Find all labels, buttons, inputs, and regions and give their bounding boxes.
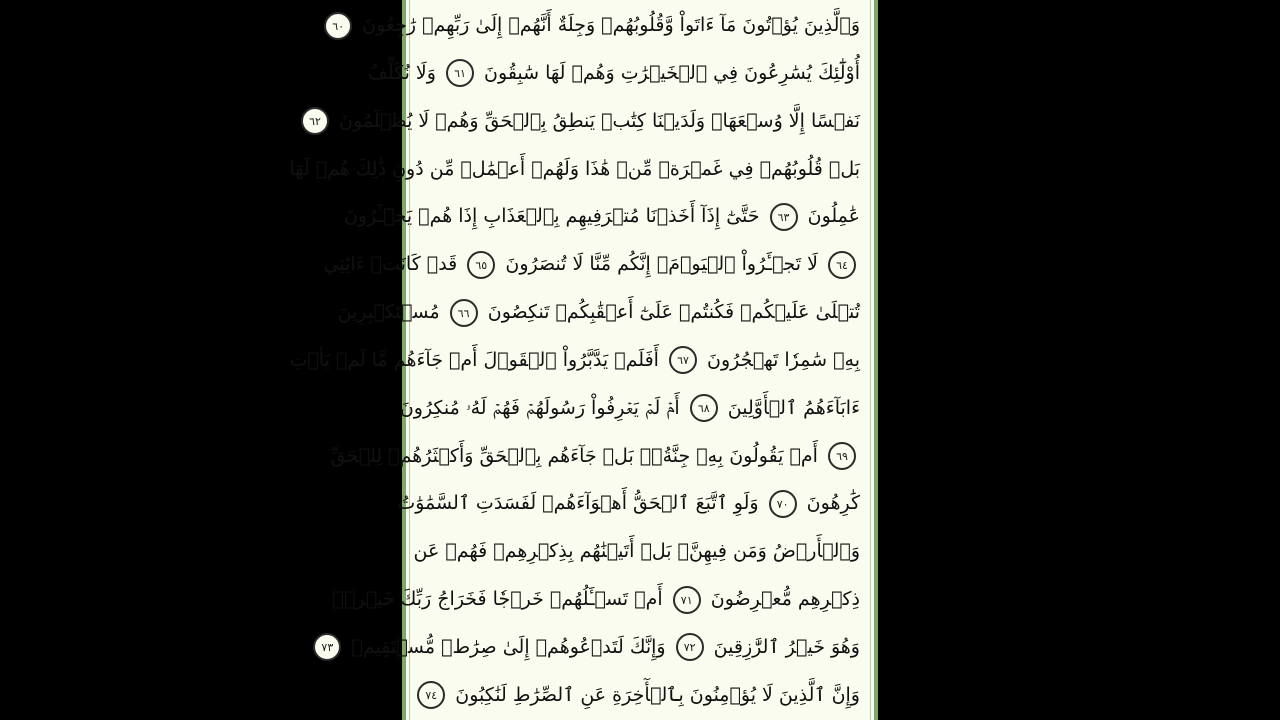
verse-text: حَتَّىٰٓ إِذَآ أَخَذۡنَا مُتۡرَفِيهِم بِٱلۡعَذَابِ إِذَا هُمۡ يَجۡـَٔرُونَ [344,205,760,228]
verse-text: أَمۡ تَسۡـَٔلُهُمۡ خَرۡجٗا فَخَرَاجُ رَبِّكَ خَيۡرٞۖ [332,588,663,611]
verse-text: ذِكۡرِهِم مُّعۡرِضُونَ [710,588,860,611]
verse-text: وَلَوِ ٱتَّبَعَ ٱلۡحَقُّ أَهۡوَآءَهُمۡ لَفَسَدَتِ ٱلسَّمَٰوَٰتُ [397,492,759,515]
mushaf-line [368,50,860,96]
mushaf-line [344,193,860,239]
verse-text: وَإِنَّكَ لَتَدۡعُوهُمۡ إِلَىٰ صِرَٰطٖ مُّسۡتَقِيمٖ [351,635,666,658]
verse-text: وَٱلۡأَرۡضُ وَمَن فِيهِنَّۚ بَلۡ أَتَيۡنَٰهُم بِذِكۡرِهِمۡ فَهُمۡ عَن [413,540,860,563]
ayah-number-icon: ٧٢ [676,633,704,661]
ayah-number-icon: ٦٢ [301,107,329,135]
mushaf-line [397,480,860,526]
verse-text: عَٰمِلُونَ [807,205,860,228]
mushaf-line [332,576,860,622]
verse-text: أَمۡ لَمۡ يَعۡرِفُواْ رَسُولَهُمۡ فَهُمۡ لَهُۥ مُنكِرُونَ [399,396,680,419]
mushaf-page [289,0,878,720]
verse-text: وَهُوَ خَيۡرُ ٱلرَّٰزِقِينَ [713,635,860,658]
mushaf-line [289,146,860,192]
verse-text: كَٰرِهُونَ [806,492,860,515]
verse-text: وَٱلَّذِينَ يُؤۡتُونَ مَآ ءَاتَواْ وَّقُلُوبُهُمۡ وَجِلَةٌ أَنَّهُمۡ إِلَىٰ رَبِّهِمۡ رَٰجِعُونَ [362,14,860,36]
verse-text: مُسۡتَكۡبِرِينَ [337,301,440,324]
verse-text: أَفَلَمۡ يَدَّبَّرُواْ ٱلۡقَوۡلَ أَمۡ جَآءَهُم مَّا لَمۡ يَأۡتِ [289,348,659,371]
ayah-number-icon: ٦٦ [450,299,478,327]
verse-text: لَا تَجۡـَٔرُواْ ٱلۡيَوۡمَۖ إِنَّكُم مِّنَّا لَا تُنصَرُونَ [505,253,818,276]
ayah-number-icon: ٧٠ [769,490,797,518]
verse-text: بِهِۦ سَٰمِرٗا تَهۡجُرُونَ [707,348,860,371]
mushaf-line [309,98,860,144]
verse-text: أُوْلَٰٓئِكَ يُسَٰرِعُونَ فِي ٱلۡخَيۡرَٰتِ وَهُمۡ لَهَا سَٰبِقُونَ [484,61,860,84]
ayah-number-icon: ٧٣ [313,633,341,661]
mushaf-line [399,385,860,431]
ayah-number-icon: ٦٣ [770,203,798,231]
mushaf-line [321,624,860,670]
mushaf-line [332,2,860,48]
ayah-number-icon: ٦٧ [669,346,697,374]
mushaf-lines [289,2,860,718]
verse-text: ءَابَآءَهُمُ ٱلۡأَوَّلِينَ [727,396,860,419]
ayah-number-icon: ٦٨ [690,394,718,422]
ayah-number-icon: ٦٠ [324,12,352,40]
verse-text: نَفۡسًا إِلَّا وُسۡعَهَاۖ وَلَدَيۡنَا كِتَٰبٞ يَنطِقُ بِٱلۡحَقِّ وَهُمۡ لَا يُظۡلَمُونَ [339,109,860,132]
mushaf-line [337,289,860,335]
mushaf-line [413,528,860,574]
verse-text: وَإِنَّ ٱلَّذِينَ لَا يُؤۡمِنُونَ بِٱلۡأٓخِرَةِ عَنِ ٱلصِّرَٰطِ لَنَٰكِبُونَ [455,683,860,706]
mushaf-line [323,241,860,287]
ayah-number-icon: ٧١ [673,586,701,614]
verse-text: أَمۡ يَقُولُونَ بِهِۦ جِنَّةُۢۚ بَلۡ جَآءَهُم بِٱلۡحَقِّ وَأَكۡثَرُهُمۡ لِلۡحَقِّ [330,444,818,467]
mushaf-line [330,433,860,479]
ayah-number-icon: ٦٩ [828,442,856,470]
verse-text: وَلَا نُكَلِّفُ [368,61,436,84]
verse-text: تُتۡلَىٰ عَلَيۡكُمۡ فَكُنتُمۡ عَلَىٰٓ أَعۡقَٰبِكُمۡ تَنكِصُونَ [487,301,860,324]
ayah-number-icon: ٦٥ [467,251,495,279]
ayah-number-icon: ٧٤ [417,681,445,709]
ayah-number-icon: ٦٤ [828,251,856,279]
verse-text: قَدۡ كَانَتۡ ءَايَٰتِي [323,253,458,276]
verse-text: بَلۡ قُلُوبُهُمۡ فِي غَمۡرَةٖ مِّنۡ هَٰذَا وَلَهُمۡ أَعۡمَٰلٞ مِّن دُونِ ذَٰلِكَ هُمۡ لَهَا [289,157,860,180]
ayah-number-icon: ٦١ [446,59,474,87]
mushaf-line [289,337,860,383]
mushaf-line [420,672,860,718]
